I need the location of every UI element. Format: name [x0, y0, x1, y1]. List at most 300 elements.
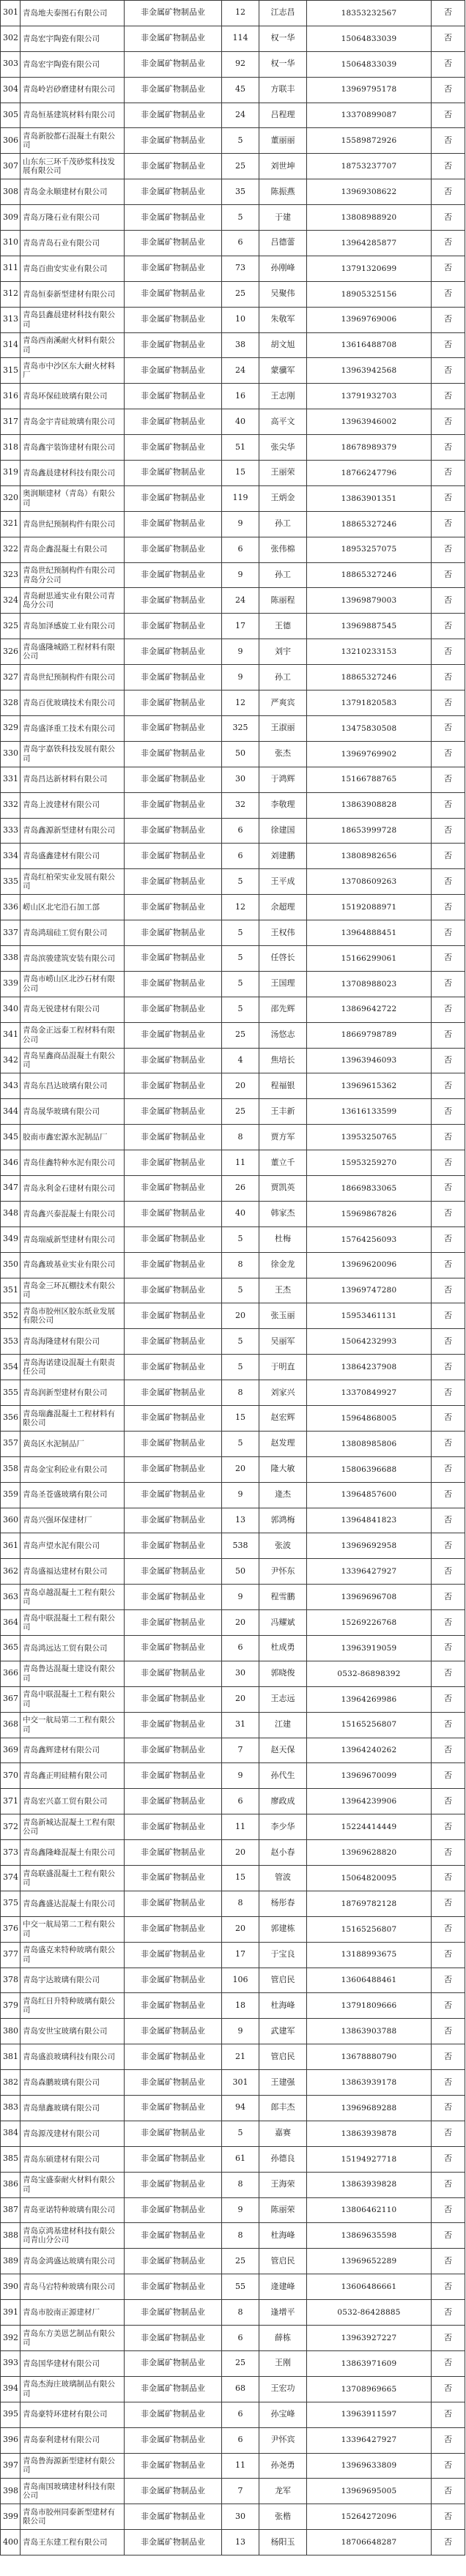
- employee-count: 24: [222, 588, 259, 614]
- industry-category: 非金属矿物制品业: [125, 639, 222, 665]
- contact-person: 吕程理: [259, 103, 307, 128]
- status-flag: 否: [432, 1329, 465, 1355]
- contact-person: 王志刚: [259, 384, 307, 409]
- phone-number: 13863901351: [307, 485, 432, 511]
- table-row: [1, 1022, 465, 1048]
- row-number: 369: [1, 1738, 21, 1763]
- row-number: 311: [1, 256, 21, 281]
- phone-number: 18653999728: [307, 818, 432, 844]
- status-flag: 否: [432, 281, 465, 307]
- company-name: 青岛金宝利砼业有限公司: [21, 1456, 125, 1482]
- industry-category: 非金属矿物制品业: [125, 51, 222, 77]
- phone-number: 13969887545: [307, 614, 432, 639]
- company-name: 青岛安世宝玻璃有限公司: [21, 2019, 125, 2044]
- industry-category: 非金属矿物制品业: [125, 281, 222, 307]
- industry-category: 非金属矿物制品业: [125, 1099, 222, 1125]
- row-number: 360: [1, 1508, 21, 1533]
- employee-count: 9: [222, 2019, 259, 2044]
- status-flag: 否: [432, 1993, 465, 2019]
- company-name: 青岛恒基建筑材料有限公司: [21, 103, 125, 128]
- industry-category: 非金属矿物制品业: [125, 1355, 222, 1380]
- company-name: 青岛鲁达混凝土建设有限公司: [21, 1661, 125, 1686]
- industry-category: 非金属矿物制品业: [125, 1329, 222, 1355]
- phone-number: 13616133599: [307, 1099, 432, 1125]
- industry-category: 非金属矿物制品业: [125, 154, 222, 179]
- row-number: 327: [1, 665, 21, 690]
- table-row: [1, 1099, 465, 1125]
- status-flag: 否: [432, 1585, 465, 1610]
- phone-number: 13969879003: [307, 588, 432, 614]
- status-flag: 否: [432, 26, 465, 51]
- phone-number: 18753237707: [307, 154, 432, 179]
- phone-number: 13806462110: [307, 2197, 432, 2223]
- contact-person: 刘家兴: [259, 1380, 307, 1406]
- status-flag: 否: [432, 1508, 465, 1533]
- contact-person: 董丽丽: [259, 128, 307, 154]
- table-row: [1, 1405, 465, 1431]
- contact-person: 吕德蕾: [259, 231, 307, 256]
- row-number: 355: [1, 1380, 21, 1406]
- contact-person: 王权伟: [259, 920, 307, 946]
- row-number: 324: [1, 588, 21, 614]
- contact-person: 杨彤春: [259, 1891, 307, 1916]
- contact-person: 孙尧勇: [259, 2453, 307, 2479]
- contact-person: 张杰: [259, 741, 307, 767]
- phone-number: 13964285877: [307, 231, 432, 256]
- industry-category: 非金属矿物制品业: [125, 2530, 222, 2555]
- industry-category: 非金属矿物制品业: [125, 26, 222, 51]
- contact-person: 张波: [259, 1533, 307, 1559]
- table-row: [1, 741, 465, 767]
- employee-count: 8: [222, 2300, 259, 2326]
- status-flag: 否: [432, 128, 465, 154]
- contact-person: 王杰: [259, 1278, 307, 1303]
- contact-person: 杜梅: [259, 1226, 307, 1252]
- industry-category: 非金属矿物制品业: [125, 2223, 222, 2249]
- industry-category: 非金属矿物制品业: [125, 920, 222, 946]
- status-flag: 否: [432, 154, 465, 179]
- employee-count: 30: [222, 1661, 259, 1686]
- industry-category: 非金属矿物制品业: [125, 2350, 222, 2376]
- status-flag: 否: [432, 332, 465, 358]
- contact-person: 董立千: [259, 1150, 307, 1176]
- industry-category: 非金属矿物制品业: [125, 231, 222, 256]
- phone-number: 18678989379: [307, 435, 432, 461]
- phone-number: 15192088971: [307, 895, 432, 920]
- table-row: [1, 2350, 465, 2376]
- contact-person: 严爽宾: [259, 690, 307, 716]
- company-name: 青岛金永顺建材有限公司: [21, 179, 125, 205]
- phone-number: 13791932703: [307, 384, 432, 409]
- employee-count: 50: [222, 1559, 259, 1585]
- table-row: [1, 818, 465, 844]
- row-number: 310: [1, 231, 21, 256]
- phone-number: 15165256807: [307, 1916, 432, 1942]
- phone-number: 15953461131: [307, 1303, 432, 1329]
- company-name: 青岛市胶州同泰新型建材有限公司: [21, 2504, 125, 2530]
- phone-number: 15953259270: [307, 1150, 432, 1176]
- contact-person: 陈丽程: [259, 588, 307, 614]
- company-name: 青岛海诺建设混凝土有限责任公司: [21, 1355, 125, 1380]
- phone-number: 15964868005: [307, 1405, 432, 1431]
- phone-number: 13708969665: [307, 2376, 432, 2402]
- table-row: [1, 435, 465, 461]
- phone-number: 15969867826: [307, 1201, 432, 1226]
- employee-count: 12: [222, 690, 259, 716]
- phone-number: 18865327246: [307, 511, 432, 537]
- company-name: 青岛加泽感旋工业有限公司: [21, 614, 125, 639]
- employee-count: 25: [222, 2249, 259, 2274]
- contact-person: 王建强: [259, 2070, 307, 2096]
- employee-count: 20: [222, 1610, 259, 1636]
- phone-number: 13969696708: [307, 1585, 432, 1610]
- status-flag: 否: [432, 2121, 465, 2146]
- industry-category: 非金属矿物制品业: [125, 2376, 222, 2402]
- employee-count: 24: [222, 103, 259, 128]
- employee-count: 92: [222, 51, 259, 77]
- employee-count: 5: [222, 945, 259, 971]
- table-row: [1, 1508, 465, 1533]
- employee-count: 51: [222, 435, 259, 461]
- table-row: [1, 767, 465, 792]
- row-number: 342: [1, 1048, 21, 1073]
- status-flag: 否: [432, 1712, 465, 1738]
- status-flag: 否: [432, 1559, 465, 1585]
- phone-number: 13964888451: [307, 920, 432, 946]
- phone-number: 13964857600: [307, 1482, 432, 1508]
- industry-category: 非金属矿物制品业: [125, 1, 222, 26]
- company-name: 青岛亚诺特种玻璃有限公司: [21, 2197, 125, 2223]
- status-flag: 否: [432, 2044, 465, 2070]
- phone-number: 13606486661: [307, 2274, 432, 2300]
- industry-category: 非金属矿物制品业: [125, 1738, 222, 1763]
- contact-person: 逄建峰: [259, 2274, 307, 2300]
- row-number: 375: [1, 1891, 21, 1916]
- employee-count: 8: [222, 1380, 259, 1406]
- company-name: 青岛晟华玻璃有限公司: [21, 1099, 125, 1125]
- phone-number: 13863939878: [307, 2121, 432, 2146]
- company-name: 青岛鼎鑫玻璃有限公司: [21, 2096, 125, 2121]
- company-name: 青岛国华建材有限公司: [21, 2350, 125, 2376]
- contact-person: 于宝良: [259, 1942, 307, 1968]
- table-row: [1, 2146, 465, 2172]
- table-row: [1, 1431, 465, 1456]
- contact-person: 任啓长: [259, 945, 307, 971]
- industry-category: 非金属矿物制品业: [125, 614, 222, 639]
- employee-count: 6: [222, 2326, 259, 2351]
- company-name: 山东东三环千茂砂浆科技发展有限公司: [21, 154, 125, 179]
- industry-category: 非金属矿物制品业: [125, 1814, 222, 1840]
- employee-count: 9: [222, 1585, 259, 1610]
- industry-category: 非金属矿物制品业: [125, 1380, 222, 1406]
- industry-category: 非金属矿物制品业: [125, 1840, 222, 1866]
- row-number: 309: [1, 205, 21, 231]
- row-number: 340: [1, 997, 21, 1022]
- status-flag: 否: [432, 205, 465, 231]
- status-flag: 否: [432, 614, 465, 639]
- contact-person: 尹怀东: [259, 1559, 307, 1585]
- industry-category: 非金属矿物制品业: [125, 2504, 222, 2530]
- company-name: 青岛新胶都石混凝土有限公司: [21, 128, 125, 154]
- row-number: 318: [1, 435, 21, 461]
- industry-category: 非金属矿物制品业: [125, 741, 222, 767]
- industry-category: 非金属矿物制品业: [125, 818, 222, 844]
- phone-number: 13869635598: [307, 2223, 432, 2249]
- row-number: 335: [1, 869, 21, 895]
- table-row: [1, 895, 465, 920]
- industry-category: 非金属矿物制品业: [125, 1175, 222, 1201]
- row-number: 320: [1, 485, 21, 511]
- industry-category: 非金属矿物制品业: [125, 562, 222, 588]
- row-number: 397: [1, 2453, 21, 2479]
- industry-category: 非金属矿物制品业: [125, 2402, 222, 2427]
- table-row: [1, 1380, 465, 1406]
- status-flag: 否: [432, 384, 465, 409]
- employee-count: 20: [222, 1456, 259, 1482]
- phone-number: 13616488708: [307, 332, 432, 358]
- company-name: 青岛新城达混凝土工程有限公司: [21, 1814, 125, 1840]
- table-row: [1, 485, 465, 511]
- row-number: 347: [1, 1175, 21, 1201]
- row-number: 357: [1, 1431, 21, 1456]
- employee-count: 17: [222, 1942, 259, 1968]
- status-flag: 否: [432, 1125, 465, 1150]
- table-row: [1, 1993, 465, 2019]
- industry-category: 非金属矿物制品业: [125, 1559, 222, 1585]
- contact-person: 管启民: [259, 2044, 307, 2070]
- industry-category: 非金属矿物制品业: [125, 384, 222, 409]
- status-flag: 否: [432, 1866, 465, 1891]
- employee-count: 13: [222, 1508, 259, 1533]
- status-flag: 否: [432, 1073, 465, 1099]
- row-number: 394: [1, 2376, 21, 2402]
- status-flag: 否: [432, 1916, 465, 1942]
- company-name: 青岛世纪预制构件有限公司青岛分公司: [21, 562, 125, 588]
- company-name: 青岛盛鑫建材有限公司: [21, 844, 125, 869]
- phone-number: 13210233153: [307, 639, 432, 665]
- phone-number: 15064833039: [307, 26, 432, 51]
- contact-person: 程福银: [259, 1073, 307, 1099]
- industry-category: 非金属矿物制品业: [125, 1686, 222, 1712]
- table-row: [1, 2376, 465, 2402]
- contact-person: 蒙骥军: [259, 358, 307, 384]
- table-row: [1, 1916, 465, 1942]
- industry-category: 非金属矿物制品业: [125, 1916, 222, 1942]
- employee-count: 94: [222, 2096, 259, 2121]
- row-number: 373: [1, 1840, 21, 1866]
- contact-person: 管波: [259, 1866, 307, 1891]
- employee-count: 35: [222, 179, 259, 205]
- company-name: 青岛鑫源新型建材有限公司: [21, 818, 125, 844]
- contact-person: 杨阳玉: [259, 2530, 307, 2555]
- phone-number: 13953250765: [307, 1125, 432, 1150]
- table-row: [1, 1866, 465, 1891]
- row-number: 344: [1, 1099, 21, 1125]
- contact-person: 杜海峰: [259, 2223, 307, 2249]
- industry-category: 非金属矿物制品业: [125, 945, 222, 971]
- row-number: 385: [1, 2146, 21, 2172]
- table-row: [1, 1150, 465, 1176]
- contact-person: 张玉丽: [259, 1303, 307, 1329]
- row-number: 372: [1, 1814, 21, 1840]
- status-flag: 否: [432, 1686, 465, 1712]
- row-number: 313: [1, 307, 21, 332]
- employee-count: 8: [222, 1891, 259, 1916]
- row-number: 333: [1, 818, 21, 844]
- status-flag: 否: [432, 103, 465, 128]
- phone-number: 13708609263: [307, 869, 432, 895]
- row-number: 323: [1, 562, 21, 588]
- phone-number: 13370899087: [307, 103, 432, 128]
- phone-number: 15806396688: [307, 1456, 432, 1482]
- status-flag: 否: [432, 1380, 465, 1406]
- row-number: 302: [1, 26, 21, 51]
- contact-person: 王海荣: [259, 2172, 307, 2197]
- employee-count: 301: [222, 2070, 259, 2096]
- status-flag: 否: [432, 1099, 465, 1125]
- contact-person: 贾方军: [259, 1125, 307, 1150]
- table-row: [1, 1738, 465, 1763]
- phone-number: 13969747280: [307, 1278, 432, 1303]
- phone-number: 13864237908: [307, 1355, 432, 1380]
- company-name: 青岛鑫辉建材有限公司: [21, 1738, 125, 1763]
- phone-number: 13969628820: [307, 1840, 432, 1866]
- employee-count: 68: [222, 2376, 259, 2402]
- employee-count: 5: [222, 2121, 259, 2146]
- employee-count: 25: [222, 1099, 259, 1125]
- employee-count: 38: [222, 332, 259, 358]
- contact-person: 张楷: [259, 2504, 307, 2530]
- status-flag: 否: [432, 537, 465, 562]
- company-name: 青岛鸿远达工贸有限公司: [21, 1636, 125, 1661]
- company-name: 青岛佳鑫特种水泥有限公司: [21, 1150, 125, 1176]
- contact-person: 逄杰: [259, 1482, 307, 1508]
- company-name: 青岛盛隆城路工程材料有限公司: [21, 639, 125, 665]
- phone-number: 13963927227: [307, 2326, 432, 2351]
- status-flag: 否: [432, 920, 465, 946]
- phone-number: 13396427927: [307, 2427, 432, 2453]
- industry-category: 非金属矿物制品业: [125, 1585, 222, 1610]
- table-row: [1, 409, 465, 435]
- table-row: [1, 1252, 465, 1278]
- contact-person: 管启民: [259, 2249, 307, 2274]
- contact-person: 李敬理: [259, 792, 307, 818]
- contact-person: 余超理: [259, 895, 307, 920]
- table-row: [1, 2172, 465, 2197]
- company-name: 青岛王东建工程有限公司: [21, 2530, 125, 2555]
- employee-count: 538: [222, 1533, 259, 1559]
- company-name: 中交一航局第二工程有限公司: [21, 1712, 125, 1738]
- status-flag: 否: [432, 1, 465, 26]
- row-number: 356: [1, 1405, 21, 1431]
- table-row: [1, 2427, 465, 2453]
- industry-category: 非金属矿物制品业: [125, 2019, 222, 2044]
- status-flag: 否: [432, 1840, 465, 1866]
- status-flag: 否: [432, 2300, 465, 2326]
- company-name: 青岛中联混凝土工程有限公司: [21, 1610, 125, 1636]
- status-flag: 否: [432, 179, 465, 205]
- table-row: [1, 1712, 465, 1738]
- contact-person: 方联丰: [259, 77, 307, 103]
- status-flag: 否: [432, 997, 465, 1022]
- company-name: 青岛豪特环建材有限公司: [21, 2402, 125, 2427]
- contact-person: 刘建鹏: [259, 844, 307, 869]
- contact-person: 陈振燕: [259, 179, 307, 205]
- industry-category: 非金属矿物制品业: [125, 1073, 222, 1099]
- phone-number: 13969615362: [307, 1073, 432, 1099]
- industry-category: 非金属矿物制品业: [125, 256, 222, 281]
- table-row: [1, 461, 465, 486]
- status-flag: 否: [432, 1456, 465, 1482]
- table-row: [1, 1686, 465, 1712]
- table-row: [1, 2223, 465, 2249]
- industry-category: 非金属矿物制品业: [125, 2274, 222, 2300]
- phone-number: 18953257075: [307, 537, 432, 562]
- industry-category: 非金属矿物制品业: [125, 588, 222, 614]
- status-flag: 否: [432, 2479, 465, 2504]
- status-flag: 否: [432, 1482, 465, 1508]
- phone-number: 13964240262: [307, 1738, 432, 1763]
- industry-category: 非金属矿物制品业: [125, 2070, 222, 2096]
- status-flag: 否: [432, 2096, 465, 2121]
- phone-number: 18865327246: [307, 665, 432, 690]
- row-number: 315: [1, 358, 21, 384]
- status-flag: 否: [432, 1431, 465, 1456]
- company-name: 青岛县鑫晨建材科技有限公司: [21, 307, 125, 332]
- status-flag: 否: [432, 844, 465, 869]
- company-name: 青岛上波建材有限公司: [21, 792, 125, 818]
- row-number: 400: [1, 2530, 21, 2555]
- industry-category: 非金属矿物制品业: [125, 2300, 222, 2326]
- phone-number: 0532-86898392: [307, 1661, 432, 1686]
- employee-count: 5: [222, 1355, 259, 1380]
- status-flag: 否: [432, 1201, 465, 1226]
- contact-person: 王平成: [259, 869, 307, 895]
- row-number: 368: [1, 1712, 21, 1738]
- phone-number: 15166788765: [307, 767, 432, 792]
- table-row: [1, 1456, 465, 1482]
- phone-number: 13963946093: [307, 1048, 432, 1073]
- status-flag: 否: [432, 895, 465, 920]
- row-number: 317: [1, 409, 21, 435]
- industry-category: 非金属矿物制品业: [125, 77, 222, 103]
- phone-number: 13863939828: [307, 2172, 432, 2197]
- company-name: 青岛源茂建材有限公司: [21, 2121, 125, 2146]
- row-number: 390: [1, 2274, 21, 2300]
- employee-count: 55: [222, 2274, 259, 2300]
- row-number: 325: [1, 614, 21, 639]
- phone-number: 13964841823: [307, 1508, 432, 1533]
- phone-number: 13969308622: [307, 179, 432, 205]
- employee-count: 13: [222, 2530, 259, 2555]
- contact-person: 权一华: [259, 51, 307, 77]
- status-flag: 否: [432, 1278, 465, 1303]
- table-row: [1, 1942, 465, 1968]
- company-name: 青岛马宕特种玻璃有限公司: [21, 2274, 125, 2300]
- company-name: 黄岛区水泥制品厂: [21, 1431, 125, 1456]
- industry-category: 非金属矿物制品业: [125, 2479, 222, 2504]
- contact-person: 韩家杰: [259, 1201, 307, 1226]
- employee-count: 9: [222, 511, 259, 537]
- status-flag: 否: [432, 2223, 465, 2249]
- phone-number: 15224414449: [307, 1814, 432, 1840]
- industry-category: 非金属矿物制品业: [125, 895, 222, 920]
- industry-category: 非金属矿物制品业: [125, 2121, 222, 2146]
- employee-count: 11: [222, 1150, 259, 1176]
- status-flag: 否: [432, 1968, 465, 1993]
- status-flag: 否: [432, 2146, 465, 2172]
- company-name: 青岛宏兴嘉工贸有限公司: [21, 1789, 125, 1814]
